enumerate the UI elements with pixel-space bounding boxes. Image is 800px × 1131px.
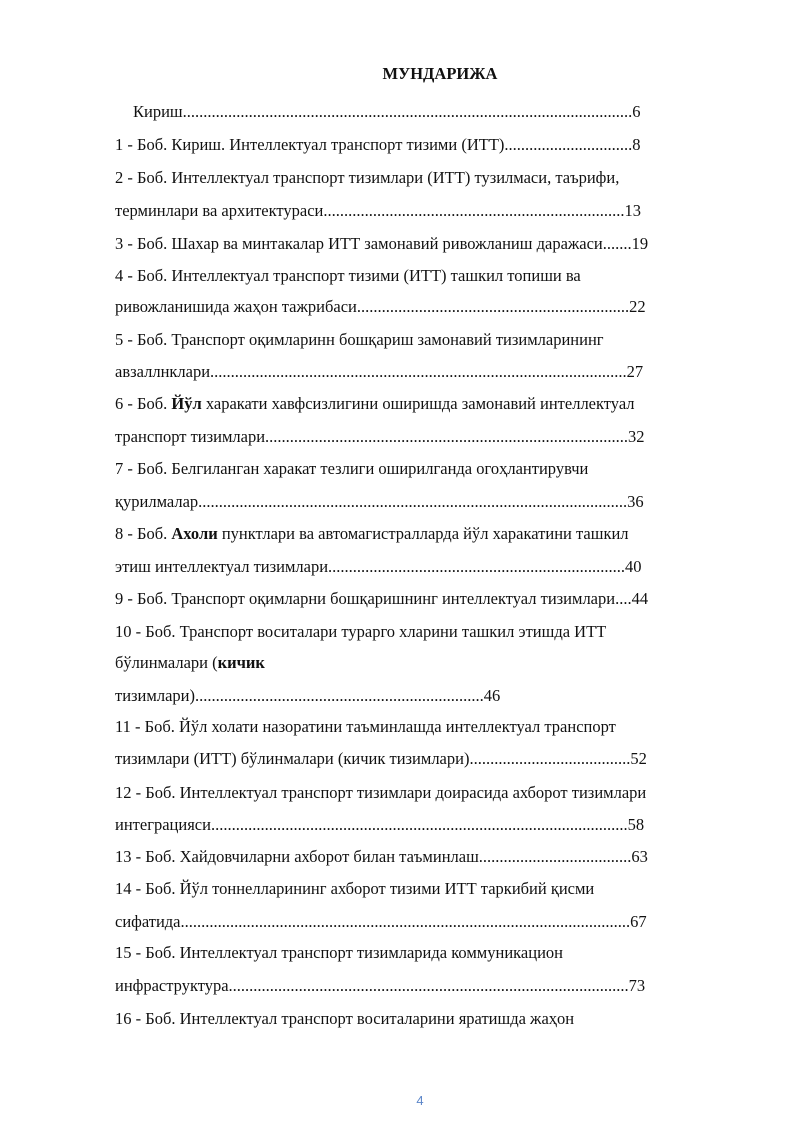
toc-line: 16 - Боб. Интеллектуал транспорт воситаларини яратишда жаҳон: [115, 1009, 575, 1028]
toc-line-prefix: бўлинмалари (: [115, 653, 218, 672]
page-number: 4: [416, 1093, 424, 1108]
toc-line: 12 - Боб. Интеллектуал транспорт тизимлари доирасида ахборот тизимлари: [115, 783, 647, 802]
toc-line: 3 - Боб. Шахар ва минтакалар ИТТ замонавий ривожланиш даражаси.......19: [115, 234, 649, 253]
toc-line: 13 - Боб. Хайдовчиларни ахборот билан таъминлаш.....................................63: [115, 847, 648, 866]
toc-line: тизимлари (ИТТ) бўлинмалари (кичик тизимлари).......................................52: [115, 749, 647, 768]
toc-line: [115, 653, 265, 673]
toc-line: [115, 394, 635, 414]
toc-line: сифатида.............................................................................................................67: [115, 912, 647, 931]
toc-line: 9 - Боб. Транспорт оқимларни бошқаришнинг интеллектуал тизимлари....44: [115, 589, 649, 608]
toc-line: авзаллнклари.....................................................................................................27: [115, 362, 644, 381]
toc-line: 1 - Боб. Кириш. Интеллектуал транспорт тизими (ИТТ)...............................8: [115, 135, 641, 154]
toc-title: МУНДАРИЖА: [382, 64, 498, 83]
toc-line-rest: пунктлари ва автомагистралларда йўл харакатини ташкил: [217, 524, 629, 543]
toc-line: инфраструктура.................................................................................................73: [115, 976, 646, 995]
toc-line: қурилмалар........................................................................................................36: [115, 492, 644, 511]
toc-line: тизимлари)......................................................................46: [115, 686, 501, 705]
toc-line: этиш интеллектуал тизимлари........................................................................40: [115, 557, 642, 576]
toc-line: 15 - Боб. Интеллектуал транспорт тизимларида коммуникацион: [115, 943, 563, 962]
toc-line: 14 - Боб. Йўл тоннелларининг ахборот тизими ИТТ таркибий қисми: [115, 879, 595, 898]
toc-line: 10 - Боб. Транспорт воситалари турарго хларини ташкил этишда ИТТ: [115, 622, 607, 641]
toc-line: [115, 524, 629, 544]
toc-line: 11 - Боб. Йўл холати назоратини таъминлашда интеллектуал транспорт: [115, 717, 616, 736]
toc-line: ривожланишида жаҳон тажрибаси..................................................................22: [115, 297, 646, 316]
toc-line-prefix: 8 - Боб.: [115, 524, 172, 543]
toc-line: терминлари ва архитектураси.........................................................................13: [115, 201, 642, 220]
toc-line: 7 - Боб. Белгиланган харакат тезлиги оширилганда огоҳлантирувчи: [115, 459, 589, 478]
toc-line: 2 - Боб. Интеллектуал транспорт тизимлари (ИТТ) тузилмаси, таърифи,: [115, 168, 620, 187]
toc-line-bold: кичик: [217, 653, 265, 672]
toc-line-rest: харакати хавфсизлигини оширишда замонавий интеллектуал: [201, 394, 635, 413]
toc-line-bold: Йўл: [171, 394, 202, 413]
toc-line: транспорт тизимлари........................................................................................32: [115, 427, 645, 446]
toc-line: 4 - Боб. Интеллектуал транспорт тизими (ИТТ) ташкил топиши ва: [115, 266, 581, 285]
toc-line: интеграцияси.....................................................................................................58: [115, 815, 645, 834]
toc-line-prefix: 6 - Боб.: [115, 394, 172, 413]
toc-line: Кириш.............................................................................................................6: [133, 102, 641, 121]
toc-line-bold: Ахоли: [171, 524, 218, 543]
toc-line: 5 - Боб. Транспорт оқимларинн бошқариш замонавий тизимларининг: [115, 330, 604, 349]
